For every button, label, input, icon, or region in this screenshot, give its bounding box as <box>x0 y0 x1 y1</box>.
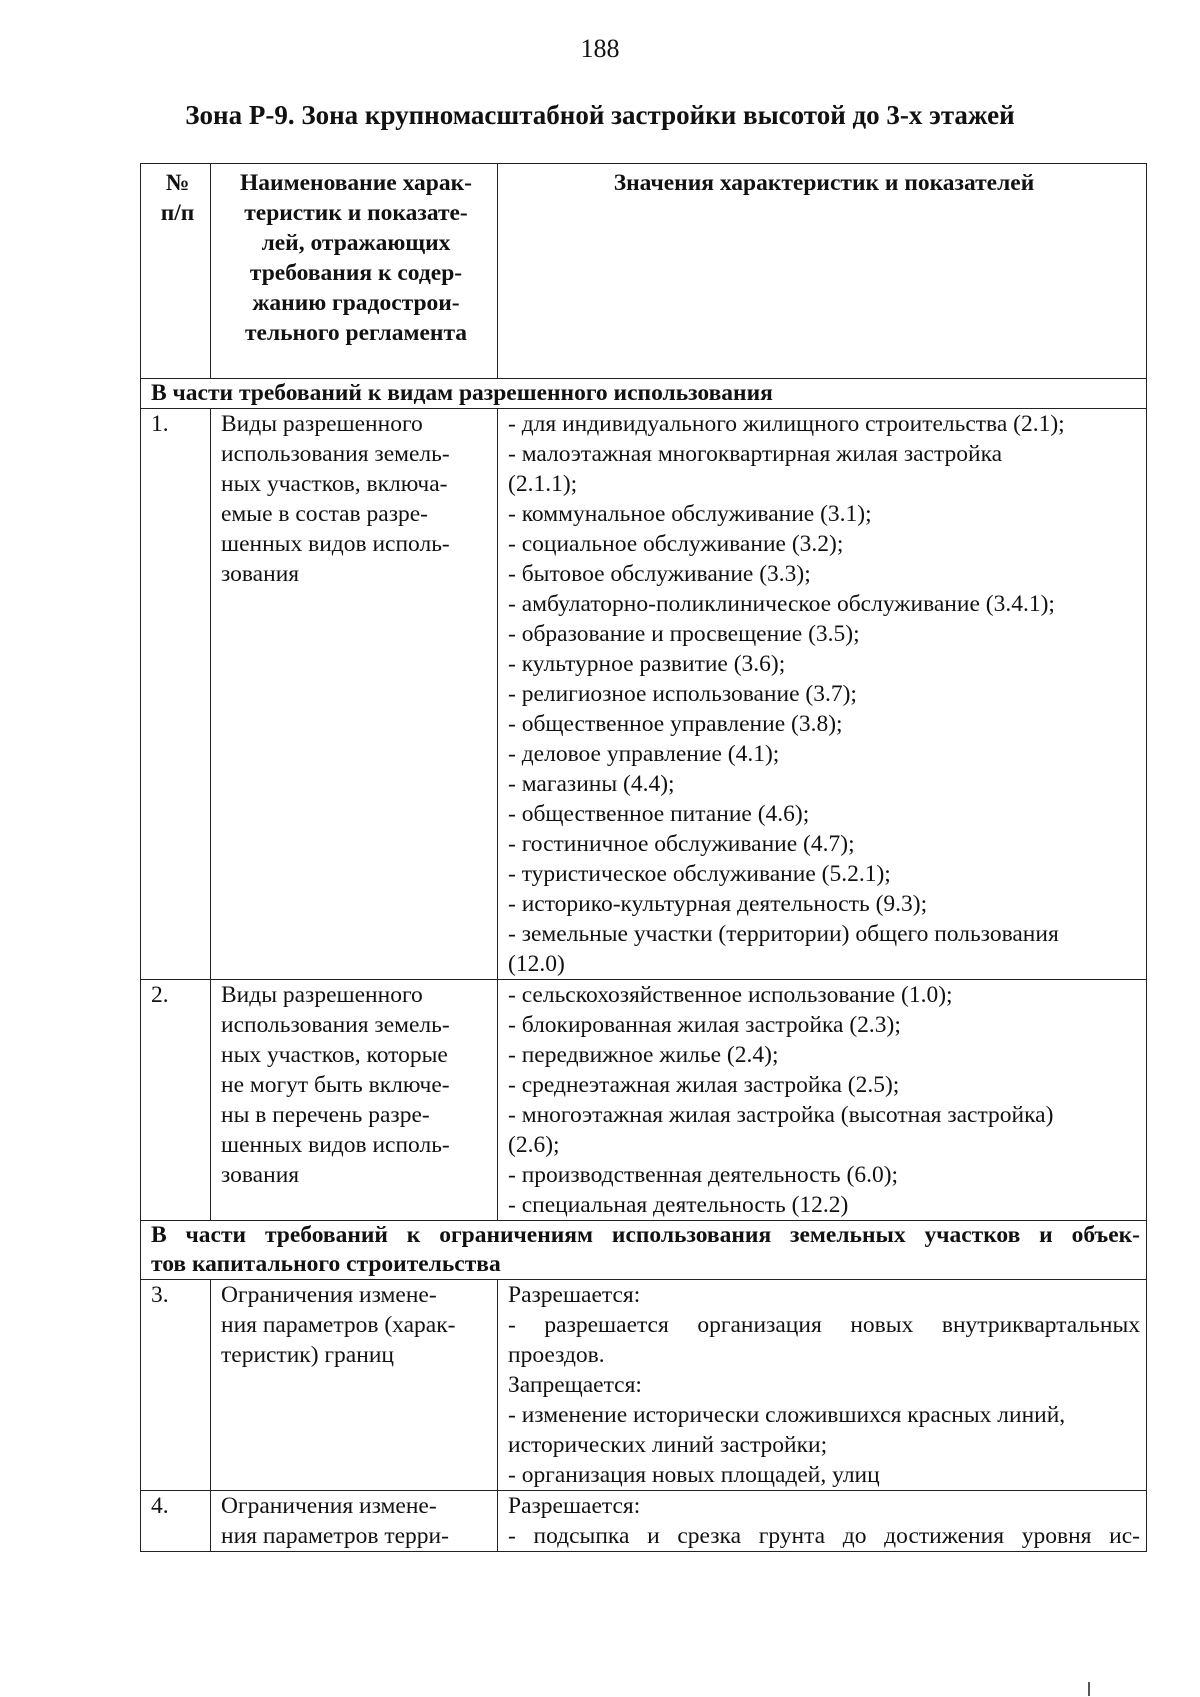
value-line: - историко-культурная деятельность (9.3); <box>508 891 928 917</box>
row-name-line: зования <box>221 561 300 587</box>
value-line: - производственная деятельность (6.0); <box>508 1162 899 1188</box>
row-values <box>498 1491 1147 1552</box>
value-line: Запрещается: <box>508 1372 642 1398</box>
value-line: - многоэтажная жилая застройка (высотная застройка) <box>508 1102 1054 1128</box>
scan-mark <box>1088 1682 1090 1696</box>
value-line: - социальное обслуживание (3.2); <box>508 531 844 557</box>
section-heading-line: тов капитального строительства <box>151 1251 501 1277</box>
value-line: - общественное управление (3.8); <box>508 711 843 737</box>
row-name-line: ных участков, включа- <box>221 471 448 497</box>
value-line: (2.1.1); <box>508 471 578 497</box>
page-number: 188 <box>580 34 620 63</box>
table-row <box>141 409 1147 980</box>
value-line: - гостиничное обслуживание (4.7); <box>508 831 855 857</box>
value-line: - малоэтажная многоквартирная жилая застройка <box>508 441 1003 467</box>
row-name-line: ния параметров терри- <box>221 1523 449 1549</box>
row-number: 1. <box>141 409 211 980</box>
row-name-line: Ограничения измене- <box>221 1282 437 1308</box>
header-name-line: требования к содер- <box>249 260 463 286</box>
table-row <box>141 1280 1147 1491</box>
value-line: - земельные участки (территории) общего пользования <box>508 921 1059 947</box>
header-name-line: жанию градострои- <box>252 290 460 316</box>
value-line: - коммунальное обслуживание (3.1); <box>508 501 872 527</box>
value-line: - деловое управление (4.1); <box>508 741 780 767</box>
section-row <box>141 379 1147 409</box>
table-row <box>141 980 1147 1221</box>
value-line: - туристическое обслуживание (5.2.1); <box>508 861 891 887</box>
row-name-line: зования <box>221 1162 300 1188</box>
value-line: - среднеэтажная жилая застройка (2.5); <box>508 1072 900 1098</box>
row-name <box>211 980 498 1221</box>
value-line: - культурное развитие (3.6); <box>508 651 786 677</box>
value-line: - разрешается организация новых внутриквартальных <box>508 1312 1140 1338</box>
row-name-line: использования земель- <box>221 441 450 467</box>
value-line: проездов. <box>508 1342 605 1368</box>
value-line: (2.6); <box>508 1132 560 1158</box>
value-line: - амбулаторно-поликлиническое обслуживание (3.4.1); <box>508 591 1055 617</box>
value-line: Разрешается: <box>508 1282 641 1308</box>
row-name-line: Ограничения измене- <box>221 1493 437 1519</box>
value-line: - специальная деятельность (12.2) <box>508 1192 849 1218</box>
section-row <box>141 1221 1147 1280</box>
value-line: - общественное питание (4.6); <box>508 801 810 827</box>
row-name-line: емые в состав разре- <box>221 501 428 527</box>
row-name-line: ния параметров (харак- <box>221 1312 456 1338</box>
row-name <box>211 409 498 980</box>
header-num-line: № <box>165 170 190 196</box>
header-name <box>211 164 498 379</box>
row-name-line: ных участков, которые <box>221 1042 448 1068</box>
row-name-line: шенных видов исполь- <box>221 1132 450 1158</box>
value-line: - изменение исторически сложившихся красных линий, <box>508 1402 1066 1428</box>
value-line: - для индивидуального жилищного строительства (2.1); <box>508 411 1065 437</box>
value-line: - образование и просвещение (3.5); <box>508 621 860 647</box>
table-header-row <box>141 164 1147 379</box>
row-number: 2. <box>141 980 211 1221</box>
regulation-table <box>140 163 1147 1552</box>
row-name-line: шенных видов исполь- <box>221 531 450 557</box>
value-line: - религиозное использование (3.7); <box>508 681 857 707</box>
row-values <box>498 409 1147 980</box>
value-line: - сельскохозяйственное использование (1.0); <box>508 982 953 1008</box>
row-values <box>498 980 1147 1221</box>
table-row <box>141 1491 1147 1552</box>
header-name-line: лей, отражающих <box>261 230 451 256</box>
row-name-line: Виды разрешенного <box>221 411 423 437</box>
value-line: - подсыпка и срезка грунта до достижения уровня ис- <box>508 1523 1140 1549</box>
value-line: - передвижное жилье (2.4); <box>508 1042 779 1068</box>
section-heading-line: В части требований к ограничениям использования земельных участков и объек- <box>151 1222 1140 1248</box>
header-num-line: п/п <box>160 200 195 226</box>
row-name <box>211 1491 498 1552</box>
section-heading: В части требований к видам разрешенного использования <box>141 379 1147 409</box>
row-name-line: не могут быть включе- <box>221 1072 450 1098</box>
row-name-line: ны в перечень разре- <box>221 1102 430 1128</box>
header-name-line: тельного регламента <box>244 320 468 346</box>
row-number: 3. <box>141 1280 211 1491</box>
row-name-line: теристик) границ <box>221 1342 394 1368</box>
value-line: Разрешается: <box>508 1493 641 1519</box>
header-name-line: Наименование харак- <box>240 170 472 196</box>
value-line: - организация новых площадей, улиц <box>508 1462 880 1488</box>
header-num <box>141 164 211 379</box>
value-line: (12.0) <box>508 951 565 977</box>
row-name <box>211 1280 498 1491</box>
header-name-line: теристик и показате- <box>244 200 468 226</box>
page-title: Зона Р-9. Зона крупномасштабной застройки высотой до 3-х этажей <box>185 100 1015 130</box>
value-line: - блокированная жилая застройка (2.3); <box>508 1012 901 1038</box>
row-values <box>498 1280 1147 1491</box>
value-line: исторических линий застройки; <box>508 1432 828 1458</box>
header-value: Значения характеристик и показателей <box>498 164 1147 379</box>
section-heading <box>141 1221 1147 1280</box>
row-name-line: Виды разрешенного <box>221 982 423 1008</box>
value-line: - бытовое обслуживание (3.3); <box>508 561 811 587</box>
row-name-line: использования земель- <box>221 1012 450 1038</box>
row-number: 4. <box>141 1491 211 1552</box>
value-line: - магазины (4.4); <box>508 771 675 797</box>
